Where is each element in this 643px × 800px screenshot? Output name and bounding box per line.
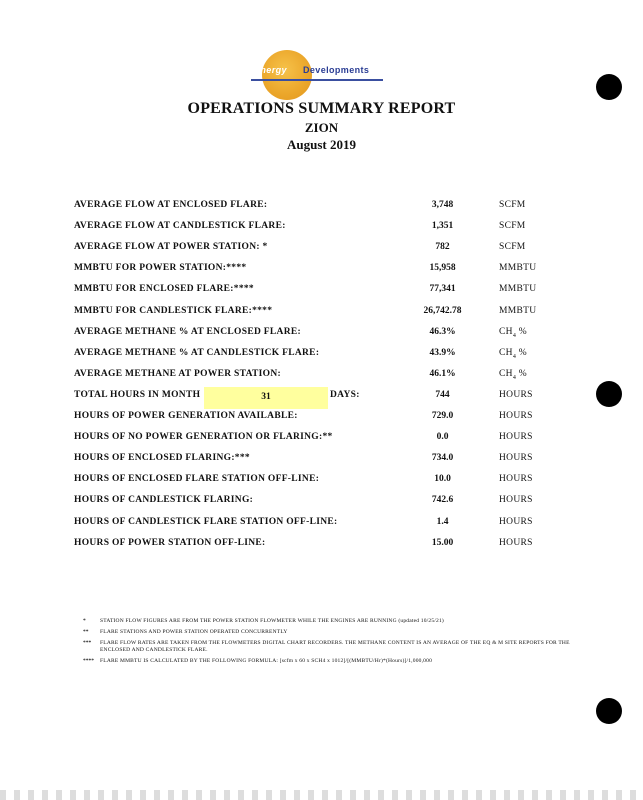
row-label: AVERAGE FLOW AT ENCLOSED FLARE:	[74, 200, 268, 210]
row-unit: SCFM	[499, 242, 526, 253]
footnote	[83, 658, 573, 665]
table-row	[0, 260, 643, 280]
row-label: MMBTU FOR CANDLESTICK FLARE:****	[74, 305, 273, 316]
row-unit: HOURS	[499, 389, 533, 400]
footnote	[83, 640, 573, 654]
row-label: AVERAGE FLOW AT POWER STATION: *	[74, 242, 268, 253]
report-title: OPERATIONS SUMMARY REPORT	[187, 100, 456, 117]
row-value: 15.00	[431, 537, 454, 548]
row-value: 10.0	[434, 474, 451, 485]
row-label: AVERAGE METHANE AT POWER STATION:	[74, 368, 281, 379]
row-value: 744	[435, 389, 450, 400]
logo-sun-icon	[262, 50, 312, 100]
row-label: HOURS OF CANDLESTICK FLARE STATION OFF-LINE:	[74, 516, 338, 527]
row-unit: $CH_4$ %	[499, 368, 528, 381]
row-unit: $CH_4$ %	[499, 347, 528, 360]
row-value: 15,958	[429, 263, 456, 274]
table-row	[0, 197, 643, 217]
row-value: 46.1%	[429, 368, 456, 379]
table-row	[0, 471, 643, 491]
row-label: HOURS OF POWER STATION OFF-LINE:	[74, 537, 266, 548]
table-row	[0, 450, 643, 470]
row-unit: HOURS	[499, 537, 533, 548]
row-label: HOURS OF POWER GENERATION AVAILABLE:	[74, 411, 298, 421]
days-label: DAYS:	[330, 389, 360, 400]
footnote-text: FLARE STATIONS AND POWER STATION OPERATED CONCURRENTLY	[100, 629, 288, 635]
punch-hole-bottom	[596, 698, 622, 724]
row-value: 3,748	[431, 200, 454, 210]
row-label: HOURS OF CANDLESTICK FLARING:	[74, 495, 254, 506]
table-row	[0, 303, 643, 323]
row-unit: MMBTU	[499, 305, 537, 316]
row-label: HOURS OF ENCLOSED FLARE STATION OFF-LINE:	[74, 474, 320, 485]
row-unit: HOURS	[499, 474, 533, 485]
table-row	[0, 281, 643, 301]
table-row	[0, 535, 643, 555]
report-period: August 2019	[287, 137, 356, 152]
row-label: MMBTU FOR ENCLOSED FLARE:****	[74, 284, 254, 295]
footnote-marker: *	[83, 618, 86, 624]
logo-word-energy: Energy	[254, 65, 287, 75]
row-value: 0.0	[436, 432, 449, 443]
row-unit: SCFM	[499, 221, 526, 232]
footnote-text: FLARE FLOW RATES ARE TAKEN FROM THE FLOWMETERS DIGITAL CHART RECORDERS. THE METHANE CONTENT IS AN AVERAGE OF THE EQ & M SITE REPORTS FOR THE ENCLOSED AND CANDLESTICK FLARE.	[100, 640, 570, 653]
row-value: 742.6	[431, 495, 454, 506]
energy-developments-logo	[251, 50, 391, 100]
row-value: 26,742.78	[423, 305, 462, 316]
site-name: ZION	[304, 120, 339, 135]
table-row	[0, 218, 643, 238]
row-unit: HOURS	[499, 516, 533, 527]
row-value: 1,351	[431, 221, 454, 232]
table-row	[0, 514, 643, 534]
footnote-marker: ***	[83, 640, 92, 646]
table-row	[0, 324, 643, 344]
row-unit: MMBTU	[499, 284, 537, 295]
footnote-text: STATION FLOW FIGURES ARE FROM THE POWER STATION FLOWMETER WHILE THE ENGINES ARE RUNNING (updated 10/25/21)	[100, 618, 444, 624]
row-label: AVERAGE METHANE % AT ENCLOSED FLARE:	[74, 326, 301, 337]
logo-underline	[251, 79, 383, 81]
row-value: 734.0	[431, 453, 454, 464]
table-row	[0, 366, 643, 386]
row-unit: $CH_4$ %	[499, 326, 528, 339]
row-value: 1.4	[436, 516, 449, 527]
footnote-marker: ****	[83, 658, 94, 664]
row-label: MMBTU FOR POWER STATION:****	[74, 263, 247, 274]
row-unit: MMBTU	[499, 263, 537, 274]
row-label: TOTAL HOURS IN MONTH	[74, 389, 201, 400]
footnote-marker: **	[83, 629, 89, 635]
row-label: HOURS OF ENCLOSED FLARING:***	[74, 453, 250, 464]
row-label: AVERAGE METHANE % AT CANDLESTICK FLARE:	[74, 347, 320, 358]
row-value: 782	[435, 242, 450, 253]
table-row	[0, 345, 643, 365]
days-in-month-value: 31	[261, 391, 271, 402]
row-value: 46.3%	[429, 326, 456, 337]
row-unit: HOURS	[499, 411, 533, 421]
row-value: 77,341	[429, 284, 456, 295]
table-row	[0, 239, 643, 259]
row-unit: HOURS	[499, 432, 533, 443]
scan-edge	[0, 790, 643, 800]
logo-word-developments: Developments	[303, 65, 370, 75]
row-unit: SCFM	[499, 200, 526, 210]
footnotes	[83, 618, 573, 669]
table-row	[0, 408, 643, 428]
row-label: AVERAGE FLOW AT CANDLESTICK FLARE:	[74, 221, 286, 232]
footnote-text: FLARE MMBTU IS CALCULATED BY THE FOLLOWING FORMULA: [scfm x 60 x SCH4 x 1012]/[(MMBTU/Hr)*(Hours)]/1,000,000	[100, 658, 433, 664]
footnote	[83, 629, 573, 636]
footnote	[83, 618, 573, 625]
days-in-month-highlight	[204, 387, 328, 409]
row-label: HOURS OF NO POWER GENERATION OR FLARING:**	[74, 432, 333, 443]
table-row	[0, 429, 643, 449]
punch-hole-top	[596, 74, 622, 100]
table-row	[0, 492, 643, 512]
row-unit: HOURS	[499, 453, 533, 464]
row-value: 43.9%	[429, 347, 456, 358]
row-value: 729.0	[431, 411, 454, 421]
row-unit: HOURS	[499, 495, 533, 506]
table-row	[0, 387, 643, 407]
